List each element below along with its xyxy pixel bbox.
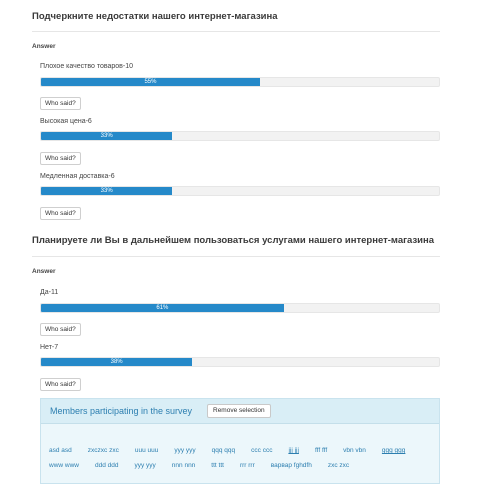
remove-selection-button[interactable]: Remove selection	[207, 404, 271, 418]
result-bar	[40, 303, 440, 313]
question-1-title: Подчеркните недостатки нашего интернет-магазина	[32, 11, 278, 22]
result-bar-fill: 33%	[41, 187, 172, 195]
member-link[interactable]: yyy yyy	[174, 447, 196, 454]
member-link[interactable]: ccc ccc	[251, 447, 273, 454]
question-1-divider	[32, 31, 440, 32]
question-2-divider	[32, 256, 440, 257]
member-link[interactable]: vbn vbn	[343, 447, 366, 454]
result-bar	[40, 357, 440, 367]
member-link[interactable]: nnn nnn	[171, 462, 196, 469]
who-said-button[interactable]: Who said?	[40, 207, 81, 220]
question-1-answer-header: Answer	[32, 43, 56, 50]
who-said-button[interactable]: Who said?	[40, 152, 81, 165]
member-link[interactable]: uuu uuu	[134, 447, 159, 454]
member-link[interactable]: yyy yyy	[134, 462, 156, 469]
result-bar	[40, 77, 440, 87]
member-link[interactable]: www www	[49, 462, 79, 469]
result-bar-fill: 55%	[41, 78, 260, 86]
members-panel-header	[41, 399, 439, 424]
option-label: Плохое качество товаров-10	[40, 63, 134, 70]
member-link[interactable]: zxc zxc	[327, 462, 350, 469]
member-link[interactable]: fff fff	[314, 447, 328, 454]
members-list	[49, 447, 433, 469]
member-link[interactable]: asd asd	[49, 447, 72, 454]
option-label: Да-11	[40, 289, 59, 296]
option-label: Нет-7	[40, 344, 59, 351]
member-link[interactable]: jjj jjj	[288, 447, 299, 454]
member-link[interactable]: qqq qqq	[211, 447, 236, 454]
members-panel-title: Members participating in the survey	[50, 406, 193, 416]
member-link[interactable]: ggg ggg	[381, 447, 406, 454]
member-link[interactable]: rrr rrr	[239, 462, 255, 469]
option-label: Медленная доставка-6	[40, 173, 115, 180]
members-panel	[40, 398, 440, 484]
who-said-button[interactable]: Who said?	[40, 323, 81, 336]
result-bar	[40, 186, 440, 196]
member-link[interactable]: варвар fghdfh	[270, 462, 312, 469]
member-link[interactable]: ttt ttt	[211, 462, 224, 469]
result-bar-fill: 61%	[41, 304, 284, 312]
question-2-title: Планируете ли Вы в дальнейшем пользоваться услугами нашего интернет-магазина	[32, 235, 435, 246]
member-link[interactable]: ddd ddd	[94, 462, 119, 469]
who-said-button[interactable]: Who said?	[40, 97, 81, 110]
result-bar-fill: 33%	[41, 132, 172, 140]
question-2-answer-header: Answer	[32, 268, 56, 275]
member-link[interactable]: zxczxc zxc	[87, 447, 119, 454]
result-bar	[40, 131, 440, 141]
result-bar-fill: 38%	[41, 358, 192, 366]
who-said-button[interactable]: Who said?	[40, 378, 81, 391]
option-label: Высокая цена-6	[40, 118, 92, 125]
